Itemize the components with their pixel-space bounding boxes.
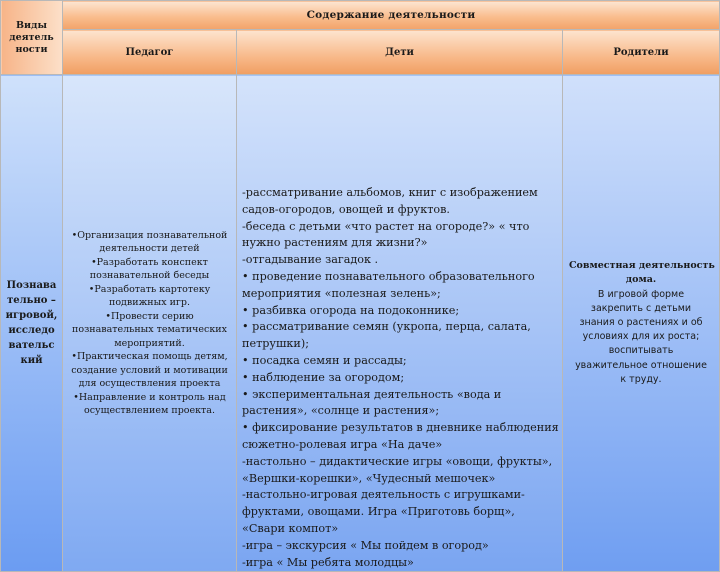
activity-type-line: тельно – xyxy=(7,295,56,307)
parents-line: воспитывать xyxy=(608,345,674,357)
teacher-line: •Провести серию xyxy=(105,310,194,322)
activity-type-line: игровой, xyxy=(5,310,58,322)
teacher-line: создание условий и мотивации xyxy=(71,364,228,376)
header-activity-types xyxy=(1,1,63,75)
teacher-line: познавательной беседы xyxy=(89,270,210,282)
children-line: петрушки); xyxy=(242,337,309,351)
children-line: • рассматривание семян (укропа, перца, салата, xyxy=(242,320,531,334)
children-line: -отгадывание загадок . xyxy=(242,253,379,267)
children-line: нужно растениям для жизни?» xyxy=(242,236,428,250)
activity-type-line: вательс xyxy=(8,340,55,352)
teacher-line: •Разработать картотеку xyxy=(88,283,211,295)
children-line: -рассматривание альбомов, книг с изображением xyxy=(242,186,538,199)
children-line: -настольно-игровая деятельность с игрушками- xyxy=(242,488,525,502)
teacher-cell xyxy=(63,75,237,572)
children-line: -игра – экскурсия « Мы пойдем в огород» xyxy=(242,538,489,552)
children-line: сюжетно-ролевая игра «На даче» xyxy=(242,437,443,451)
header-content-title: Содержание деятельности xyxy=(63,1,720,30)
children-line: • экспериментальная деятельность «вода и xyxy=(242,387,502,401)
parents-line: В игровой форме xyxy=(597,288,685,300)
teacher-line: деятельности детей xyxy=(99,243,200,255)
children-line: • наблюдение за огородом; xyxy=(242,370,405,384)
children-line: фруктами, овощами. Игра «Приготовь борщ», xyxy=(242,505,515,519)
parents-cell xyxy=(563,75,720,572)
parents-lead-line: дома. xyxy=(625,274,657,286)
children-line: -беседа с детьми «что растет на огороде?» « что xyxy=(242,219,530,233)
children-activities-list xyxy=(242,75,558,571)
children-line: -настольно – дидактические игры «овощи, фрукты», xyxy=(242,454,553,468)
activity-type-line: исследо xyxy=(8,325,55,337)
teacher-line: для осуществления проекта xyxy=(78,378,221,390)
header-children: Дети xyxy=(237,30,563,75)
children-line: мероприятия «полезная зелень»; xyxy=(242,286,441,300)
header-activity-types-line: деятель xyxy=(9,31,54,43)
parents-line: закрепить с детьми xyxy=(590,302,692,314)
header-activity-types-line: Виды xyxy=(16,19,47,31)
children-line: • фиксирование результатов в дневнике наблюдения xyxy=(242,421,559,435)
activity-type-line: кий xyxy=(20,355,43,367)
activity-type-line: Познава xyxy=(6,280,57,292)
teacher-line: •Разработать конспект xyxy=(91,256,208,268)
teacher-line: •Направление и контроль над xyxy=(73,391,226,403)
children-line: растения», «солнце и растения»; xyxy=(242,404,440,418)
parents-line: к труду. xyxy=(620,373,662,385)
header-parents: Родители xyxy=(563,30,720,75)
header-teacher: Педагог xyxy=(63,30,237,75)
parents-line: условиях для их роста; xyxy=(582,331,700,343)
children-line: • разбивка огорода на подоконнике; xyxy=(242,303,460,317)
teacher-line: •Организация познавательной xyxy=(71,229,228,241)
parents-lead-line: Совместная деятельность xyxy=(569,260,715,272)
children-line: «Вершки-корешки», «Чудесный мешочек» xyxy=(242,471,496,485)
activity-type-cell xyxy=(1,75,63,572)
parents-line: уважительное отношение xyxy=(575,359,707,371)
teacher-line: мероприятий. xyxy=(114,337,185,349)
teacher-line: осуществлением проекта. xyxy=(84,405,215,417)
teacher-line: •Практическая помощь детям, xyxy=(71,351,228,363)
parents-line: знания о растениях и об xyxy=(579,317,703,329)
children-line: • проведение познавательного образовательного xyxy=(242,269,535,283)
children-line: садов-огородов, овощей и фруктов. xyxy=(242,202,450,216)
children-line: -игра « Мы ребята молодцы» xyxy=(242,555,414,569)
children-cell xyxy=(237,75,563,572)
teacher-line: познавательных тематических xyxy=(72,324,227,336)
teacher-line: подвижных игр. xyxy=(108,297,190,309)
children-line: «Свари компот» xyxy=(242,521,339,535)
header-activity-types-line: ности xyxy=(15,43,48,55)
children-line: • посадка семян и рассады; xyxy=(242,353,407,367)
